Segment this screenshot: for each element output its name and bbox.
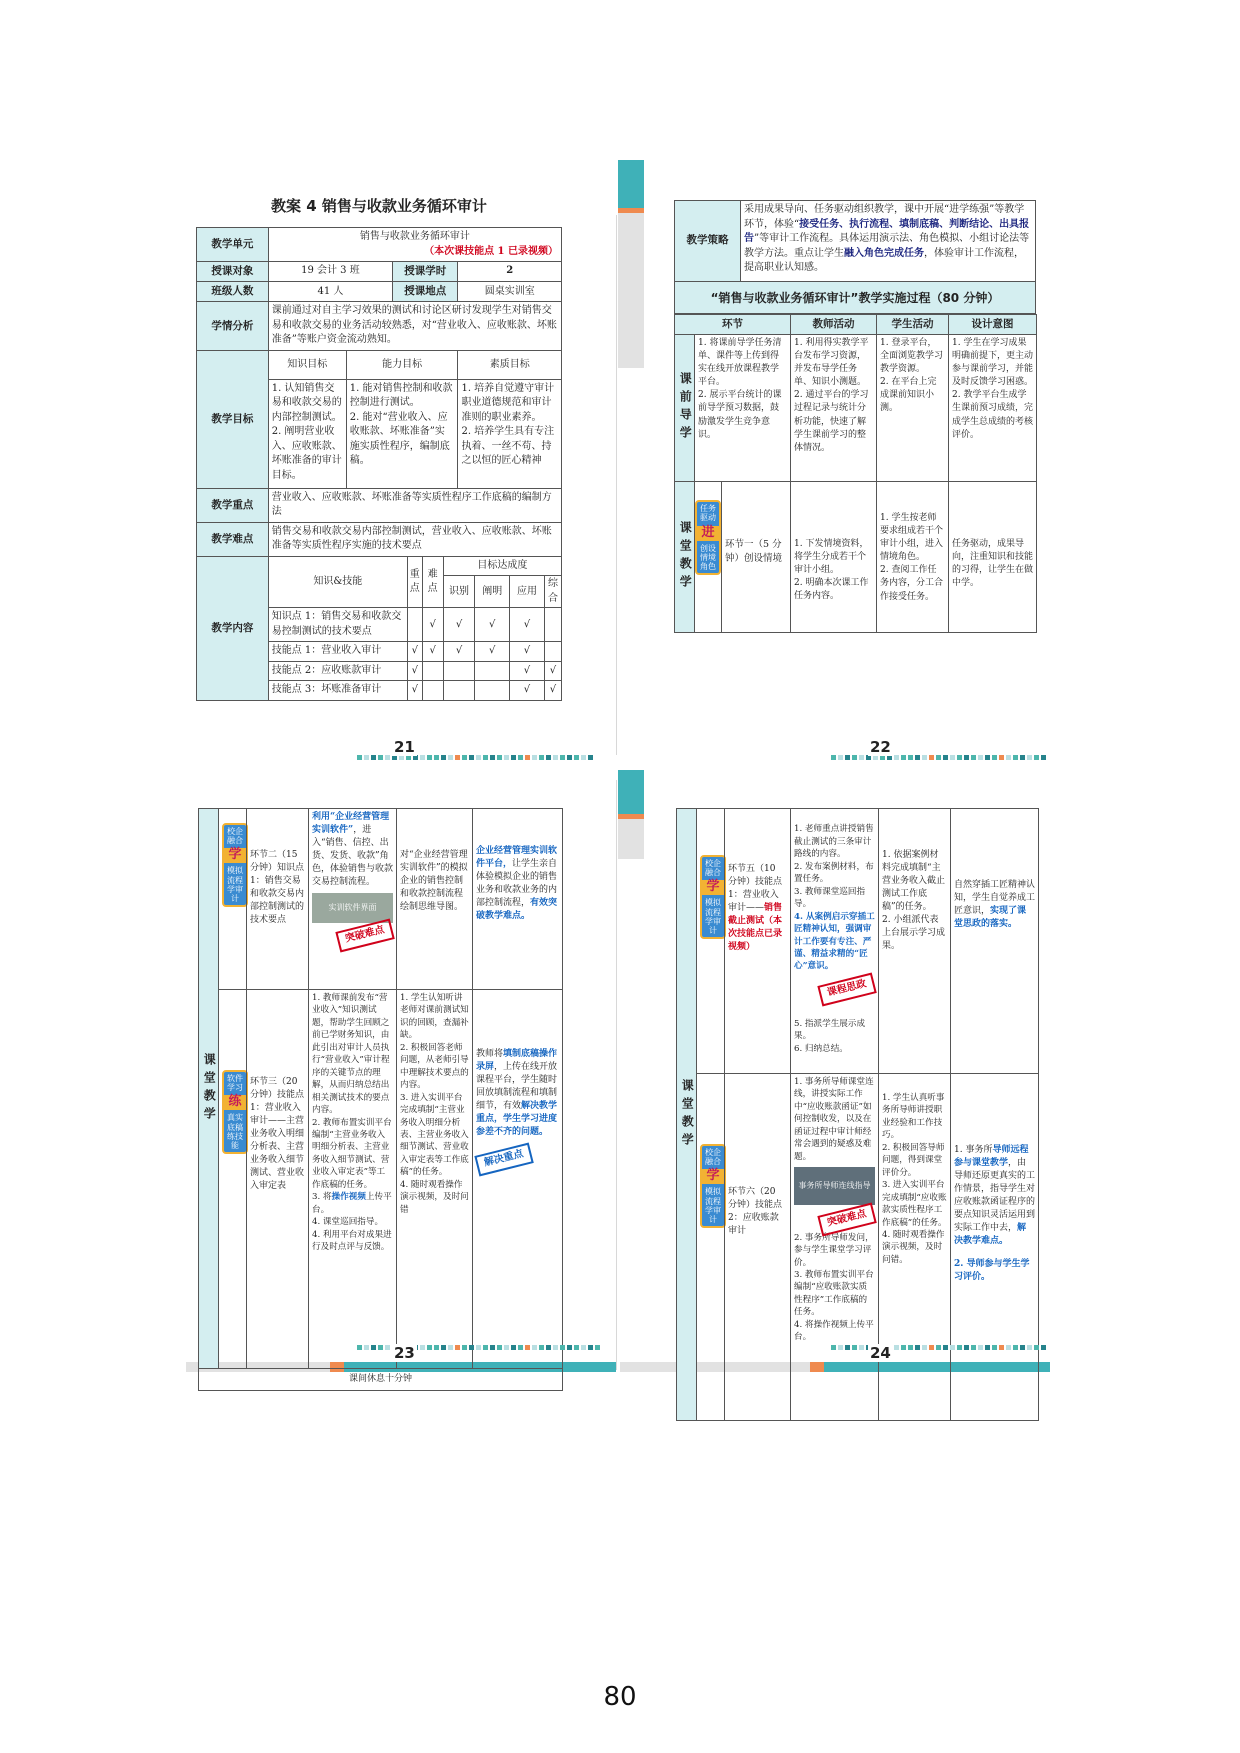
strategy-table <box>674 200 1036 282</box>
content-head-t1: 识别 <box>443 576 475 608</box>
check-mark: √ <box>422 608 443 642</box>
s2-student: 对“企业经营管理实训软件”的模拟企业的销售控制和收款控制流程绘制思维导图。 <box>397 809 473 990</box>
goal-head-knowledge: 知识目标 <box>268 350 346 379</box>
badge-cell <box>219 809 247 990</box>
check-mark: √ <box>510 661 545 681</box>
s3-intent: 教师将填制底稿操作录屏，上传在线开放课程平台，学生随时回放填制流程和填制细节，有效解决教学重点，学生学习进度参差不齐的问题。 解决重点 <box>473 990 563 1369</box>
badge-cell <box>697 1074 725 1421</box>
teal-bar-mid <box>618 770 644 814</box>
hours-label: 授课学时 <box>393 262 458 282</box>
content-head-ks: 知识&技能 <box>268 556 407 608</box>
lesson-info-table <box>196 227 562 701</box>
check-mark: √ <box>475 642 510 662</box>
practice-badge-icon: 软件学习 练 真实底稿练技能 <box>222 1070 248 1154</box>
grey-bar-mid <box>618 819 644 859</box>
s5-teacher: 1. 老师重点讲授销售截止测试的三条审计路线的内容。 2. 发布案例材料，布置任务。 3. 教师课堂巡回指导。 4. 从案例启示穿插工匠精神认知，强调审计工作要有专注、严谨、精益求精的“匠心”意识。 课程思政 5. 指派学生展示成果。 6. 归纳总结。 <box>791 809 879 1074</box>
content-head-target: 目标达成度 <box>443 556 561 576</box>
content-row-label: 技能点 2：应收账款审计 <box>268 661 407 681</box>
pre-stage-text: 课前导学 <box>678 372 693 445</box>
lesson-title: 教案 4 销售与收款业务循环审计 <box>271 197 487 215</box>
content-row-label: 知识点 1：销售交易和收款交易控制测试的技术要点 <box>268 608 407 642</box>
content-row-label: 技能点 3：坏账准备审计 <box>268 681 407 701</box>
stamp-key-point: 解决重点 <box>474 1143 533 1176</box>
stamp-breakthrough: 突破难点 <box>335 919 394 952</box>
unit-label: 教学单元 <box>197 228 269 262</box>
analysis-label: 学情分析 <box>197 302 269 351</box>
check-mark: √ <box>510 681 545 701</box>
teal-bar-top <box>618 160 644 208</box>
strategy-text-e: ，体验审计工作流程，提高职业认知感。 <box>744 247 1024 273</box>
c1-step: 环节一（5 分钟）创设情境 <box>725 539 783 564</box>
page-number-22: 22 <box>870 738 891 756</box>
head-stage: 环节 <box>675 315 791 335</box>
stamp-ideology: 课程思政 <box>817 972 876 1005</box>
strategy-text <box>741 201 1036 282</box>
class-stage-label <box>199 809 219 1369</box>
place-value: 圆桌实训室 <box>458 282 562 302</box>
place-label: 授课地点 <box>393 282 458 302</box>
check-mark: √ <box>407 661 422 681</box>
class-stage-label <box>677 809 697 1421</box>
pixel-deco-22 <box>830 742 1060 756</box>
check-mark: √ <box>510 608 545 642</box>
spine-line-upper <box>616 215 617 755</box>
check-mark: √ <box>422 642 443 662</box>
check-mark: √ <box>443 608 475 642</box>
goal-head-ability: 能力目标 <box>346 350 458 379</box>
s6-student: 1. 学生认真听事务所导师讲授职业经验和工作技巧。 2. 积极回答导师问题，得到课堂评价分。 3. 进入实训平台完成填制“应收账款实质性程序工作底稿”的任务。 4. 随时观看操作演示视频，及时问错。 <box>879 1074 951 1421</box>
page-number-23: 23 <box>394 1344 415 1362</box>
mentor-video-photo: 事务所导师连线指导 <box>794 1167 875 1205</box>
pre-intent: 1. 学生在学习成果明确前提下，更主动参与课前学习，并能及时反馈学习困惑。 2. 教学平台生成学生课前预习成绩，完成学生总成绩的考核评价。 <box>949 335 1037 482</box>
s6-step: 环节六（20 分钟）技能点 2：应收账款审计 <box>725 1074 791 1421</box>
pixel-deco-24 <box>830 1332 1060 1346</box>
strategy-text-c: ”等审计工作流程。具体运用演示法、角色模拟、小组讨论法等教学方法。重点让学生 <box>744 233 1030 259</box>
check-mark: √ <box>407 681 422 701</box>
learn-badge-icon: 校企融合 学 模拟流程学审计 <box>222 823 248 907</box>
strategy-text-a: 采用成果导向、任务驱动组织教学，课中开展“进学练强”等教学环节，体验“ <box>744 204 1025 230</box>
content-head-diff: 难点 <box>422 556 443 608</box>
unit-value: 销售与收款业务循环审计 <box>359 231 470 242</box>
process-table-22 <box>674 314 1037 633</box>
content-head-t3: 应用 <box>510 576 545 608</box>
check-mark: √ <box>544 681 561 701</box>
badge-cell <box>219 990 247 1369</box>
check-mark: √ <box>475 608 510 642</box>
software-screenshot: 实训软件界面 <box>312 893 393 923</box>
target-label: 授课对象 <box>197 262 269 282</box>
goal-head-quality: 素质目标 <box>458 350 562 379</box>
check-mark: √ <box>443 642 475 662</box>
s3-student <box>397 990 473 1369</box>
c1-step-cell <box>695 482 791 633</box>
content-head-t4: 综合 <box>544 576 561 608</box>
s3-step: 环节三（20 分钟）技能点 1：营业收入审计——主营业务收入明细分析表、主营业务收入细节测试、营业收入审定表 <box>247 990 309 1369</box>
pre-teacher: 1. 利用得实教学平台发布学习资源，并发布导学任务单、知识小测题。 2. 通过平台的学习过程记录与统计分析功能，快速了解学生课前学习的整体情况。 <box>791 335 877 482</box>
pre-task: 1. 将课前导学任务清单、课件等上传到得实在线开放课程教学平台。 2. 展示平台统计的课前导学预习数据，鼓励激发学生竞争意识。 <box>695 335 791 482</box>
hours-value: 2 <box>458 262 562 282</box>
strategy-text-b: 接受任务、执行流程、填制底稿、判断结论、出具报告 <box>744 218 1030 244</box>
badge-cell <box>697 809 725 1074</box>
process-title: “销售与收款业务循环审计”教学实施过程（80 分钟） <box>674 282 1036 314</box>
s6-teacher: 1. 事务所导师课堂连线，讲授实际工作中“应收账款函证”如何控制收发，以及在函证过程中审计师经常会遇到的疑惑及难题。 事务所导师连线指导 突破难点 2. 事务所导师发问，参与学生课堂学习评价。 3. 教师布置实训平台编制“应收账款实质性程序”工作底稿的任务。 4. 将操作视频上传平台。 <box>791 1074 879 1421</box>
unit-cell <box>268 228 561 262</box>
s5-intent: 自然穿插工匠精神认知，学生自觉养成工匠意识，实现了课堂思政的落实。 <box>951 809 1039 1074</box>
content-head-t2: 阐明 <box>475 576 510 608</box>
analysis-value: 课前通过对自主学习效果的测试和讨论区研讨发现学生对销售交易和收款交易的业务活动较熟悉，对“营业收入、应收账款、坏账准备”等账户资金流动熟知。 <box>268 302 561 351</box>
goal-knowledge: 1. 认知销售交易和收款交易的内部控制测试。 2. 阐明营业收入、应收账款、坏账准备的审计目标。 <box>268 379 346 488</box>
page-24 <box>676 808 1038 1343</box>
check-mark: √ <box>407 642 422 662</box>
pre-stage-label <box>675 335 695 482</box>
head-student: 学生活动 <box>877 315 949 335</box>
s5-step: 环节五（10 分钟）技能点 1：营业收入审计——销售截止测试（本次技能点已录视频） <box>725 809 791 1074</box>
break-row: 课间休息十分钟 <box>199 1369 563 1391</box>
s6-intent: 1. 事务所导师远程参与课堂教学，由导师还原更真实的工作情景，指导学生对应收账款函证程序的要点知识灵活运用到实际工作中去，解决教学难点。 2. 导师参与学生学习评价。 <box>951 1074 1039 1421</box>
s2-task: 利用“企业经营管理实训软件”，进入“销售、信控、出货、发货、收款”角色，体验销售与收款交易控制流程。 实训软件界面 突破难点 <box>309 809 397 990</box>
target-value: 19 会计 3 班 <box>268 262 392 282</box>
class-stage-text: 课堂教学 <box>202 1052 217 1125</box>
stamp-breakthrough: 突破难点 <box>817 1203 876 1236</box>
process-table-24 <box>676 808 1039 1421</box>
grey-bar-top <box>618 213 644 368</box>
process-table-23 <box>198 808 563 1391</box>
difficulty-label: 教学难点 <box>197 522 269 556</box>
head-intent: 设计意图 <box>949 315 1037 335</box>
c1-intent: 任务驱动，成果导向，注重知识和技能的习得，让学生在做中学。 <box>949 482 1037 633</box>
page-number-21: 21 <box>394 738 415 756</box>
goal-ability: 1. 能对销售控制和收款控制进行测试。 2. 能对“营业收入、应收账款、坏账准备”实施实质性程序，编制底稿。 <box>346 379 458 488</box>
check-mark: √ <box>510 642 545 662</box>
key-label: 教学重点 <box>197 488 269 522</box>
s2-step: 环节二（15 分钟）知识点 1：销售交易和收款交易内部控制测试的技术要点 <box>247 809 309 990</box>
class-stage-text: 课堂教学 <box>678 521 693 594</box>
class-stage-label <box>675 482 695 633</box>
count-value: 41 人 <box>268 282 392 302</box>
s3-student-text: 1. 学生认知听讲老师对课前测试知识的回顾，查漏补缺。 2. 积极回答老师问题，从老师引导中理解技术要点的内容。 3. 进入实训平台完成填制“主营业务收入明细分析表、主营业务收入细节测试、营业收入审定表等工作底稿”的任务。 4. 随时观看操作演示视频，及时问错 <box>400 993 469 1215</box>
content-label: 教学内容 <box>197 556 269 700</box>
goal-label: 教学目标 <box>197 350 269 488</box>
c1-student: 1. 学生按老师要求组成若干个审计小组，进入情境角色。 2. 查阅工作任务内容，分工合作接受任务。 <box>877 482 949 633</box>
s2-intent: 企业经营管理实训软件平台，让学生亲自体验模拟企业的销售业务和收款业务的内部控制流程，有效突破教学难点。 <box>473 809 563 990</box>
learn-badge-icon: 校企融合 学 模拟流程学审计 <box>700 1144 726 1228</box>
key-value: 营业收入、应收账款、坏账准备等实质性程序工作底稿的编制方法 <box>268 488 561 522</box>
goal-quality: 1. 培养自觉遵守审计职业道德规范和审计准则的职业素养。 2. 培养学生具有专注执着、一丝不苟、持之以恒的匠心精神 <box>458 379 562 488</box>
spine-line-lower <box>616 780 617 1370</box>
c1-teacher: 1. 下发情境资料，将学生分成若干个审计小组。 2. 明确本次课工作任务内容。 <box>791 482 877 633</box>
page-22 <box>674 200 1036 720</box>
s5-student: 1. 依据案例材料完成填制“主营业务收入截止测试工作底稿”的任务。 2. 小组派代表上台展示学习成果。 <box>879 809 951 1074</box>
page-number-24: 24 <box>870 1344 891 1362</box>
s3-teacher: 1. 教师课前发布“营业收入”知识测试题，帮助学生回顾之前已学财务知识，由此引出对审计人员执行“营业收入”审计程序的关键节点的理解，从而归纳总结出相关测试技术的要点内容。 2. 教师布置实训平台编制“主营业务收入明细分析表、主营业务收入细节测试、营业收入审定表”等工作底稿的任务。 3. 将操作视频上传平台。 4. 课堂巡回指导。 4. 利用平台对成果进行及时点评与反馈。 <box>309 990 397 1369</box>
strategy-label: 教学策略 <box>675 201 741 282</box>
learn-badge-icon: 校企融合 学 模拟流程学审计 <box>700 855 726 939</box>
footer-page-number: 80 <box>603 1682 637 1712</box>
content-head-key: 重点 <box>407 556 422 608</box>
pre-student: 1. 登录平台，全面浏览教学习教学资源。 2. 在平台上完成课前知识小测。 <box>877 335 949 482</box>
head-teacher: 教师活动 <box>791 315 877 335</box>
unit-note: （本次课技能点 1 已录视频） <box>424 245 558 257</box>
class-stage-text: 课堂教学 <box>680 1078 695 1151</box>
difficulty-value: 销售交易和收款交易内部控制测试，营业收入、应收账款、坏账准备等实质性程序实施的技术要点 <box>268 522 561 556</box>
content-row-label: 技能点 1：营业收入审计 <box>268 642 407 662</box>
check-mark: √ <box>544 661 561 681</box>
count-label: 班级人数 <box>197 282 269 302</box>
page-21 <box>196 195 562 735</box>
strategy-text-d: 融入角色完成任务 <box>844 247 924 259</box>
task-badge-icon: 任务驱动 进 创设情境角色 <box>695 500 721 575</box>
